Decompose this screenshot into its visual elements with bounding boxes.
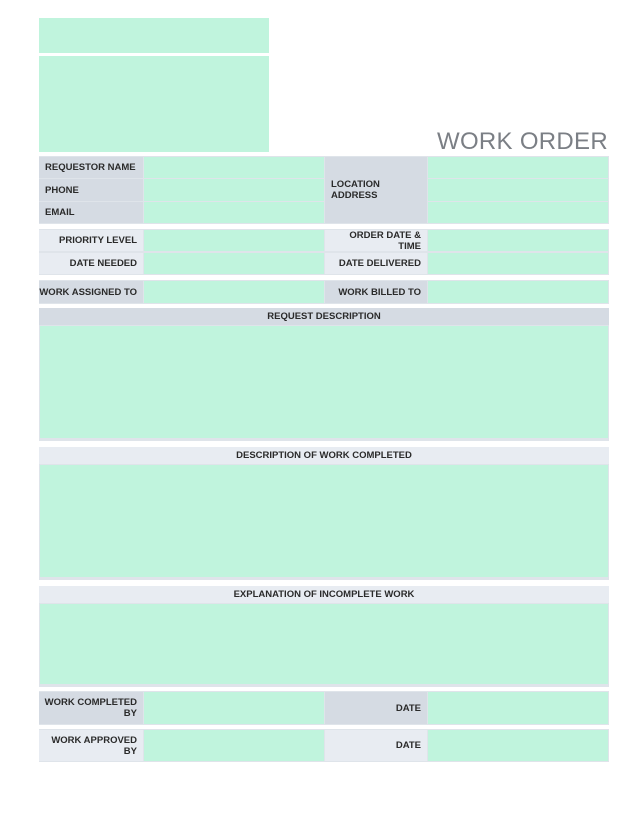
- date-delivered-field[interactable]: [428, 253, 608, 274]
- date-needed-label: DATE NEEDED: [39, 253, 143, 274]
- completed-by-line2: BY: [123, 708, 137, 719]
- company-name-field[interactable]: [39, 18, 269, 53]
- approved-date-field[interactable]: [428, 730, 608, 761]
- phone-field[interactable]: [144, 179, 324, 201]
- requestor-name-field[interactable]: [144, 157, 324, 178]
- request-description-header: REQUEST DESCRIPTION: [39, 308, 609, 325]
- work-assigned-label: WORK ASSIGNED TO: [39, 281, 143, 303]
- date-delivered-label: DATE DELIVERED: [325, 253, 427, 274]
- work-completed-by-label: [39, 692, 143, 724]
- completed-date-field[interactable]: [428, 692, 608, 724]
- priority-level-field[interactable]: [144, 230, 324, 251]
- work-completed-by-field[interactable]: [144, 692, 324, 724]
- location-label-line2: ADDRESS: [331, 190, 378, 201]
- work-billed-field[interactable]: [428, 281, 608, 303]
- location-address-line3-field[interactable]: [428, 202, 608, 223]
- approved-by-line1: WORK APPROVED: [51, 734, 137, 746]
- work-approved-by-field[interactable]: [144, 730, 324, 761]
- email-label: EMAIL: [39, 202, 143, 223]
- work-completed-description-header: DESCRIPTION OF WORK COMPLETED: [39, 447, 609, 464]
- location-address-line1-field[interactable]: [428, 157, 608, 178]
- phone-label: PHONE: [39, 179, 143, 201]
- completed-date-label: DATE: [325, 692, 427, 724]
- incomplete-work-field[interactable]: [40, 604, 608, 684]
- order-date-field[interactable]: [428, 230, 608, 251]
- priority-level-label: PRIORITY LEVEL: [39, 230, 143, 251]
- email-field[interactable]: [144, 202, 324, 223]
- work-billed-label: WORK BILLED TO: [325, 281, 427, 303]
- approved-by-line2: BY: [123, 745, 137, 757]
- location-address-label: [325, 157, 427, 223]
- incomplete-work-header: EXPLANATION OF INCOMPLETE WORK: [39, 586, 609, 603]
- work-assigned-field[interactable]: [144, 281, 324, 303]
- company-logo-area[interactable]: [39, 56, 269, 152]
- requestor-name-label: REQUESTOR NAME: [39, 157, 143, 178]
- location-address-line2-field[interactable]: [428, 179, 608, 201]
- page-title: WORK ORDER: [437, 128, 608, 155]
- approved-date-label: DATE: [325, 730, 427, 761]
- date-needed-field[interactable]: [144, 253, 324, 274]
- work-approved-by-label: [39, 730, 143, 761]
- location-label-line1: LOCATION: [331, 179, 380, 190]
- order-date-label: ORDER DATE & TIME: [325, 230, 427, 251]
- work-completed-description-field[interactable]: [40, 465, 608, 577]
- request-description-field[interactable]: [40, 326, 608, 438]
- completed-by-line1: WORK COMPLETED: [44, 697, 137, 708]
